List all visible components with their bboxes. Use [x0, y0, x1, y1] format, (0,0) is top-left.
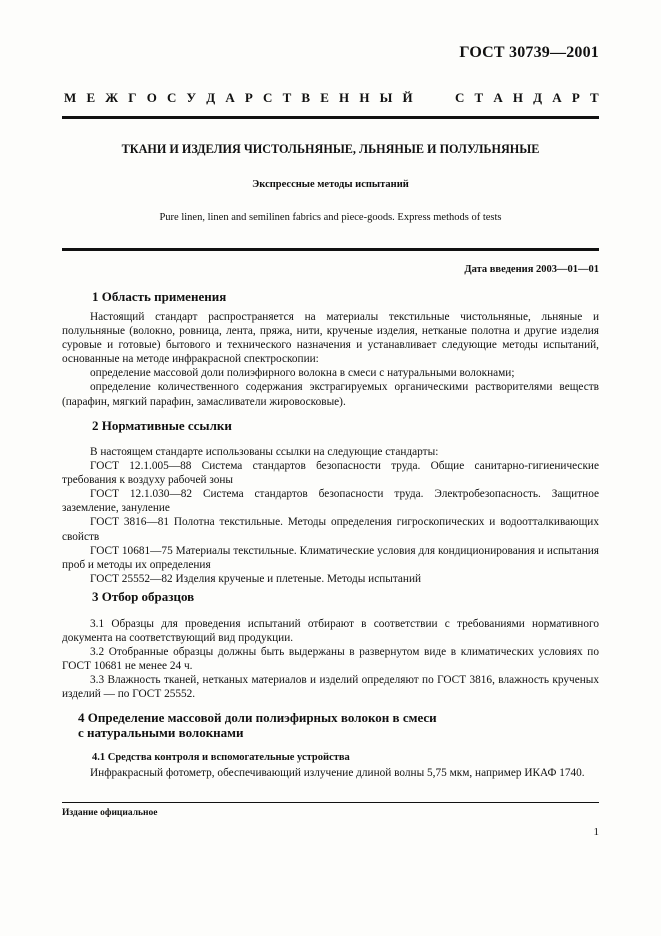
gost-code: ГОСТ 30739—2001 [459, 44, 599, 61]
paragraph: ГОСТ 3816—81 Полотна текстильные. Методы определения гигроскопических и водоотталкивающих свойств [62, 516, 599, 543]
banner-letter: Е [86, 90, 96, 105]
banner-letter: Т [589, 90, 599, 105]
banner-letter: С [263, 90, 273, 105]
banner-letter: Ы [379, 90, 393, 105]
banner-letter: Е [320, 90, 329, 105]
banner-word-gap [423, 90, 445, 106]
banner-letter: М [64, 90, 77, 105]
interstate-standard-banner [64, 90, 599, 106]
banner-letter: В [301, 90, 311, 105]
section-4-heading-line1: 4 Определение массовой доли полиэфирных волокон в смеси [78, 710, 437, 725]
document-title: ТКАНИ И ИЗДЕЛИЯ ЧИСТОЛЬНЯНЫЕ, ЛЬНЯНЫЕ И ПОЛУЛЬНЯНЫЕ [121, 142, 540, 156]
banner-letter: А [493, 90, 503, 105]
banner-letter: Т [474, 90, 484, 105]
section-3-heading: 3 Отбор образцов [92, 589, 195, 604]
banner-letter: Г [128, 90, 137, 105]
intro-date: Дата введения 2003—01—01 [464, 264, 599, 275]
paragraph: В настоящем стандарте использованы ссылки на следующие стандарты: [90, 446, 439, 458]
banner-letter: А [552, 90, 562, 105]
paragraph: ГОСТ 12.1.005—88 Система стандартов безопасности труда. Общие санитарно-гигиенические требования к воздуху рабочей зоны [62, 460, 599, 487]
section-1-body [62, 310, 599, 409]
paragraph: 3.3 Влажность тканей, нетканых материалов и изделий определяют по ГОСТ 3816, влажность крученых изделий — по ГОСТ 25552. [62, 674, 599, 701]
banner-letter: Р [244, 90, 253, 105]
paragraph: ГОСТ 25552—82 Изделия крученые и плетеные. Методы испытаний [90, 572, 422, 585]
banner-letter: У [186, 90, 197, 105]
banner-letter: Н [512, 90, 524, 105]
paragraph: ГОСТ 10681—75 Материалы текстильные. Климатические условия для кондиционирования и испытания проб и методы их определения [62, 544, 599, 571]
top-rule [62, 116, 599, 119]
banner-letter: Д [206, 90, 216, 105]
section-4-heading-line2: с натуральными волокнами [78, 725, 244, 740]
section-2-heading: 2 Нормативные ссылки [92, 418, 232, 433]
section-3-body [62, 617, 599, 702]
banner-letter: С [454, 90, 465, 105]
banner-letter: С [167, 90, 177, 105]
document-subtitle: Экспрессные методы испытаний [252, 179, 409, 190]
paragraph: определение массовой доли полиэфирного волокна в смеси с натуральными волокнами; [90, 367, 515, 380]
banner-letter: Н [359, 90, 370, 105]
paragraph: 3.2 Отобранные образцы должны быть выдержаны в развернутом виде в климатических условиях по ГОСТ 10681 не менее 24 ч. [62, 646, 599, 673]
section-2-body [62, 445, 599, 586]
banner-letter: А [225, 90, 235, 105]
banner-letter: О [146, 90, 157, 105]
banner-letter: Ж [105, 90, 119, 105]
section-4-body [62, 766, 599, 780]
banner-letter: Й [402, 90, 413, 105]
banner-letter: Т [282, 90, 292, 105]
footer-rule [62, 802, 599, 803]
paragraph: 3.1 Образцы для проведения испытаний отбирают в соответствии с требованиями нормативного документа на соответствующий вид продукции. [62, 618, 599, 645]
section-1-heading: 1 Область применения [92, 289, 227, 304]
title-rule [62, 248, 599, 251]
subsection-4-1-heading: 4.1 Средства контроля и вспомогательные устройства [92, 752, 350, 763]
official-edition-note: Издание официальное [62, 808, 158, 818]
banner-letter: Р [571, 90, 580, 105]
paragraph: определение количественного содержания экстрагируемых органическими растворителями веществ (парафин, мягкий парафин, замасливатели жировосковые). [62, 381, 599, 408]
paragraph: Настоящий стандарт распространяется на материалы текстильные чистольняные, льняные и полульняные (волокно, ровница, лента, пряжа, нити, крученые изделия, нетканые полотна и другие изделия суровые и готовые) бытового и технического назначения и устанавливает следующие методы испытаний, основанные на методе инфракрасной спектроскопии: [62, 311, 599, 366]
section-4-heading [78, 710, 571, 740]
paragraph: Инфракрасный фотометр, обеспечивающий излучение длиной волны 5,75 мкм, например ИКАФ 1740. [90, 767, 585, 779]
paragraph: ГОСТ 12.1.030—82 Система стандартов безопасности труда. Электробезопасность. Защитное заземление, зануление [62, 488, 599, 515]
english-title: Pure linen, linen and semilinen fabrics and piece-goods. Express methods of tests [159, 212, 502, 223]
banner-letter: Д [533, 90, 543, 105]
page-number: 1 [593, 826, 599, 838]
banner-letter: Н [339, 90, 350, 105]
